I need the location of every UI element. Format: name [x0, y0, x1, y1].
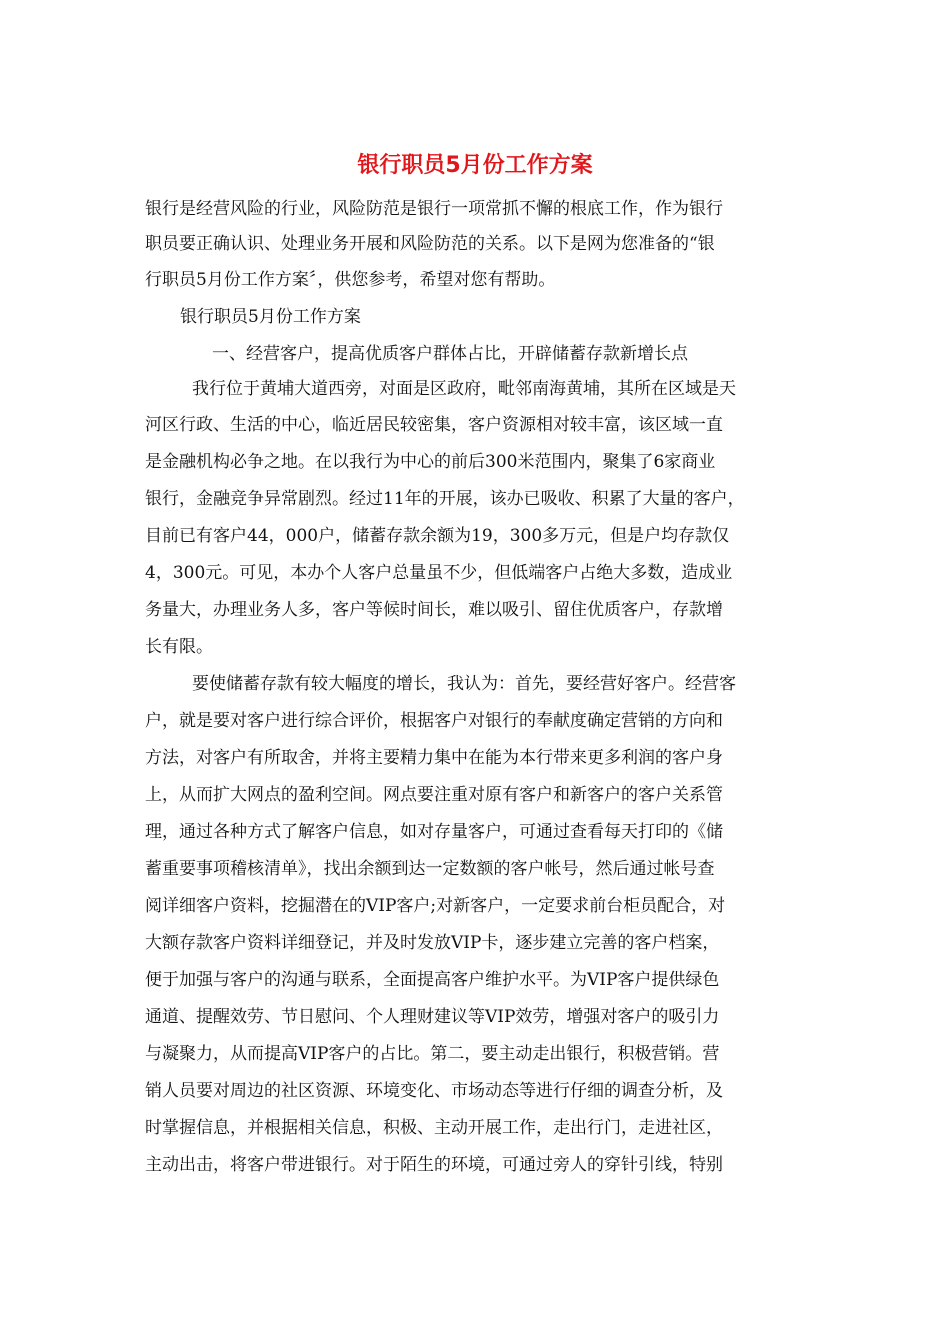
paragraph-1-line-1: 我行位于黄埔大道西旁，对面是区政府，毗邻南海黄埔，其所在区域是天	[192, 379, 736, 399]
paragraph-1-line-5: 目前已有客户44，000户，储蓄存款余额为19，300多万元，但是户均存款仅	[145, 526, 730, 546]
intro-line-1: 银行是经营风险的行业，风险防范是银行一项常抓不懈的根底工作，作为银行	[145, 199, 723, 219]
intro-line-3: 行职员5月份工作方案〞，供您参考，希望对您有帮助。	[145, 270, 556, 290]
paragraph-2-line-12: 销人员要对周边的社区资源、环境变化、市场动态等进行仔细的调查分析，及	[145, 1081, 723, 1101]
paragraph-1-line-3: 是金融机构必争之地。在以我行为中心的前后300米范围内，聚集了6家商业	[145, 452, 716, 472]
paragraph-2-line-10: 通道、提醒效劳、节日慰问、个人理财建议等VIP效劳，增强对客户的吸引力	[145, 1007, 720, 1027]
paragraph-2-line-9: 便于加强与客户的沟通与联系，全面提高客户维护水平。为VIP客户提供绿色	[145, 970, 720, 990]
paragraph-2-line-6: 蓄重要事项稽核清单》，找出余额到达一定数额的客户帐号，然后通过帐号查	[145, 859, 715, 879]
paragraph-2-line-3: 方法，对客户有所取舍，并将主要精力集中在能为本行带来更多利润的客户身	[145, 748, 723, 768]
paragraph-2-line-8: 大额存款客户资料详细登记，并及时发放VIP卡，逐步建立完善的客户档案，	[145, 933, 720, 953]
paragraph-2-line-2: 户，就是要对客户进行综合评价，根据客户对银行的奉献度确定营销的方向和	[145, 711, 723, 731]
paragraph-1-line-2: 河区行政、生活的中心，临近居民较密集，客户资源相对较丰富，该区域一直	[145, 415, 723, 435]
paragraph-2-line-4: 上，从而扩大网点的盈利空间。网点要注重对原有客户和新客户的客户关系管	[145, 785, 723, 805]
paragraph-1-line-8: 长有限。	[145, 637, 213, 657]
paragraph-1-line-6: 4，300元。可见，本办个人客户总量虽不少，但低端客户占绝大多数，造成业	[145, 563, 733, 583]
subtitle-line: 银行职员5月份工作方案	[180, 307, 361, 327]
paragraph-2-line-1: 要使储蓄存款有较大幅度的增长，我认为：首先，要经营好客户。经营客	[192, 674, 736, 694]
paragraph-1-line-4: 银行，金融竞争异常剧烈。经过11年的开展，该办已吸收、积累了大量的客户，	[145, 489, 745, 509]
paragraph-2-line-11: 与凝聚力，从而提高VIP客户的占比。第二，要主动走出银行，积极营销。营	[145, 1044, 720, 1064]
intro-line-2: 职员要正确认识、处理业务开展和风险防范的关系。以下是网为您准备的“银	[145, 234, 715, 254]
paragraph-2-line-5: 理，通过各种方式了解客户信息，如对存量客户，可通过查看每天打印的《储	[145, 822, 723, 842]
document-title: 银行职员5月份工作方案	[357, 153, 593, 178]
section-heading-1: 一、经营客户，提高优质客户群体占比，开辟储蓄存款新增长点	[212, 344, 688, 364]
paragraph-2-line-7: 阅详细客户资料，挖掘潜在的VIP客户;对新客户，一定要求前台柜员配合，对	[145, 896, 726, 916]
paragraph-2-line-13: 时掌握信息，并根据相关信息，积极、主动开展工作，走出行门，走进社区，	[145, 1118, 723, 1138]
paragraph-2-line-14: 主动出击，将客户带进银行。对于陌生的环境，可通过旁人的穿针引线，特别	[145, 1155, 723, 1175]
paragraph-1-line-7: 务量大，办理业务人多，客户等候时间长，难以吸引、留住优质客户，存款增	[145, 600, 723, 620]
